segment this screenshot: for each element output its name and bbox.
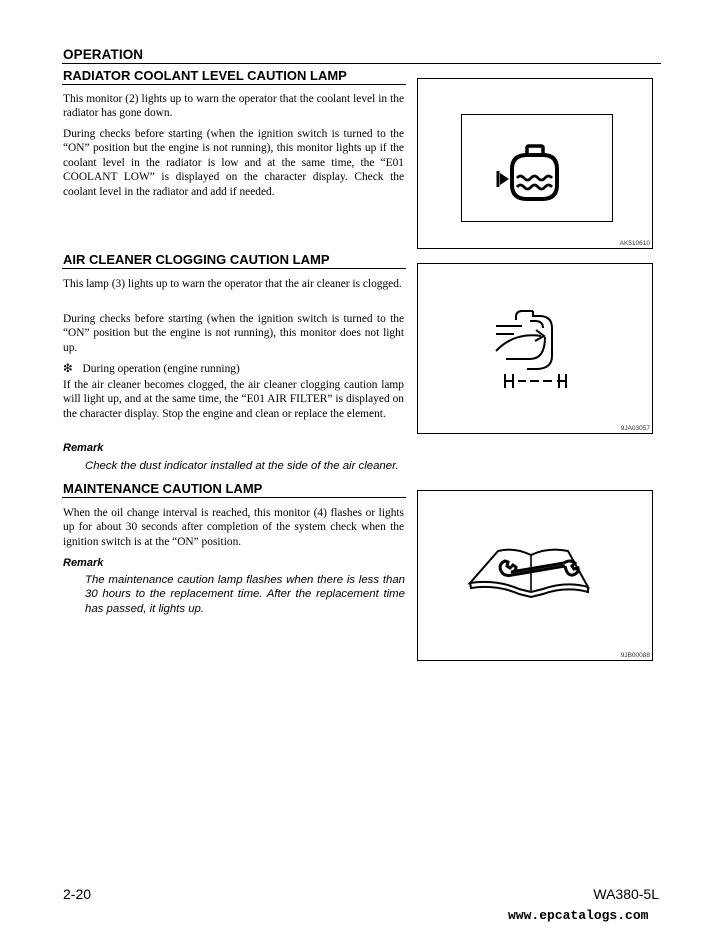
page-number: 2-20 [63, 886, 92, 902]
maintenance-remark-text: The maintenance caution lamp flashes when there is less than 30 hours to the replacement time. After the replacement time has passed, it lights up. [85, 574, 405, 615]
air-filter-icon [418, 264, 652, 433]
maintenance-heading-rule [62, 497, 406, 498]
air-cleaner-paragraph-2: During checks before starting (when the ignition switch is turned to the “ON” position but the engine is not running), this monitor does not light up. [63, 313, 404, 354]
bullet-symbol: ❇ [63, 363, 73, 375]
maintenance-heading: MAINTENANCE CAUTION LAMP [63, 481, 263, 496]
coolant-level-icon-frame [461, 114, 613, 222]
radiator-paragraph-1: This monitor (2) lights up to warn the operator that the coolant level in the radiator has gone down. [63, 93, 404, 120]
air-cleaner-remark-title: Remark [63, 442, 104, 454]
air-cleaner-remark-text: Check the dust indicator installed at the side of the air cleaner. [85, 460, 399, 472]
air-cleaner-figure-code: 9JA03057 [620, 425, 650, 432]
air-cleaner-heading: AIR CLEANER CLOGGING CAUTION LAMP [63, 252, 330, 267]
maintenance-figure-code: 9JB00088 [620, 652, 650, 659]
maintenance-book-icon [418, 491, 652, 660]
header-rule [62, 63, 661, 64]
radiator-figure-code: AK510610 [619, 240, 650, 247]
maintenance-figure [417, 490, 653, 661]
air-cleaner-heading-rule [62, 268, 406, 269]
radiator-heading-rule [62, 84, 406, 85]
watermark-url: www.epcatalogs.com [508, 908, 649, 923]
maintenance-paragraph-1: When the oil change interval is reached, this monitor (4) flashes or lights up for about 30 seconds after completion of the system check when the ignition switch is at the “ON” position. [63, 507, 404, 548]
coolant-level-icon [462, 115, 612, 221]
air-cleaner-bullet [63, 362, 240, 376]
maintenance-remark-title: Remark [63, 557, 104, 569]
air-cleaner-paragraph-1: This lamp (3) lights up to warn the operator that the air cleaner is clogged. [63, 278, 402, 290]
bullet-text: During operation (engine running) [82, 363, 240, 375]
air-cleaner-figure [417, 263, 653, 434]
radiator-figure [417, 78, 653, 249]
page-section-title: OPERATION [63, 47, 144, 62]
air-cleaner-paragraph-3: If the air cleaner becomes clogged, the air cleaner clogging caution lamp will light up, and at the same time, the “E01 AIR FILTER” is displayed on the character display. Stop the engine and clean or replace the element. [63, 379, 404, 420]
model-number: WA380-5L [593, 886, 659, 902]
radiator-paragraph-2: During checks before starting (when the ignition switch is turned to the “ON” position but the engine is not running), this monitor lights up if the coolant level in the radiator is low and at the same time, the “E01 COOLANT LOW” is displayed on the character display. Check the coolant level in the radiator and add if needed. [63, 128, 404, 198]
radiator-heading: RADIATOR COOLANT LEVEL CAUTION LAMP [63, 68, 347, 83]
